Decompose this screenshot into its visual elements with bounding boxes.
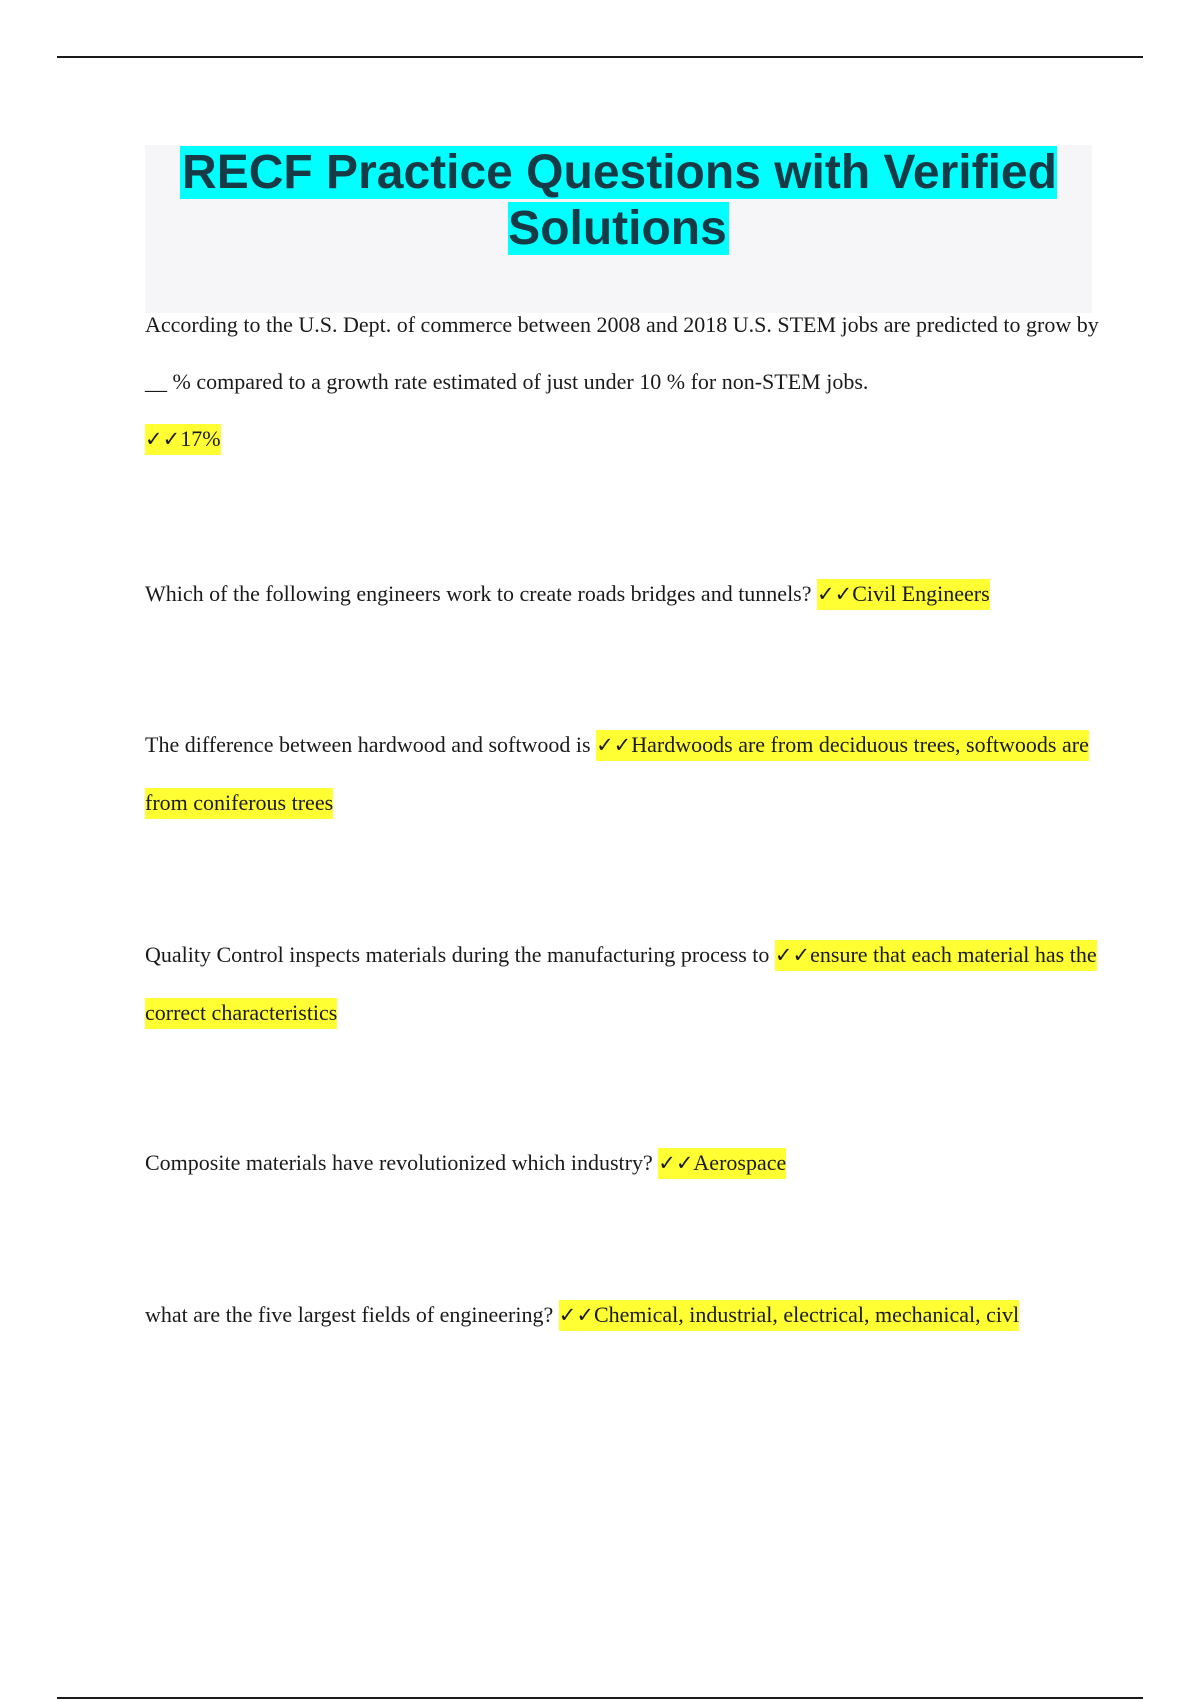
qa-item-2: [145, 565, 1100, 623]
bottom-rule: [57, 1697, 1143, 1699]
answer-text: Civil Engineers: [852, 581, 990, 606]
answer-text: Aerospace: [693, 1150, 787, 1175]
answer-highlight: [817, 579, 990, 610]
answer-highlight: [559, 1300, 1019, 1331]
answer-text: ensure that each material has the correct characteristics: [145, 942, 1097, 1025]
answer-highlight: [145, 424, 221, 455]
qa-item-3: [145, 716, 1100, 831]
check-mark-icon: ✓✓: [817, 582, 853, 606]
page-title: [145, 145, 1092, 257]
title-block: [145, 145, 1092, 313]
qa-item-5: [145, 1134, 1100, 1192]
check-mark-icon: ✓✓: [774, 943, 811, 967]
answer-text: 17%: [180, 426, 221, 451]
check-mark-icon: ✓✓: [658, 1151, 694, 1175]
check-mark-icon: ✓✓: [558, 1303, 594, 1327]
check-mark-icon: ✓✓: [145, 427, 181, 451]
question-text: Which of the following engineers work to create roads bridges and tunnels?: [145, 581, 812, 606]
qa-item-4: [145, 926, 1100, 1041]
top-rule: [57, 56, 1143, 58]
answer-highlight: [658, 1148, 786, 1179]
answer-text: Chemical, industrial, electrical, mechanical, civl: [593, 1302, 1020, 1327]
answer-text: Hardwoods are from deciduous trees, softwoods are from coniferous trees: [145, 732, 1089, 815]
question-text: Quality Control inspects materials during the manufacturing process to: [145, 942, 770, 967]
qa-item-1: [145, 296, 1100, 468]
question-text: Composite materials have revolutionized which industry?: [145, 1150, 653, 1175]
question-text: The difference between hardwood and softwood is: [145, 732, 591, 757]
qa-item-6: [145, 1286, 1100, 1344]
page-title-text: RECF Practice Questions with Verified Solutions: [182, 146, 1057, 255]
question-text: what are the five largest fields of engineering?: [145, 1302, 554, 1327]
question-text: According to the U.S. Dept. of commerce between 2008 and 2018 U.S. STEM jobs are predicted to grow by __ % compared to a growth rate estimated of just under 10 % for non-STEM jobs.: [145, 312, 1099, 394]
check-mark-icon: ✓✓: [596, 733, 632, 757]
